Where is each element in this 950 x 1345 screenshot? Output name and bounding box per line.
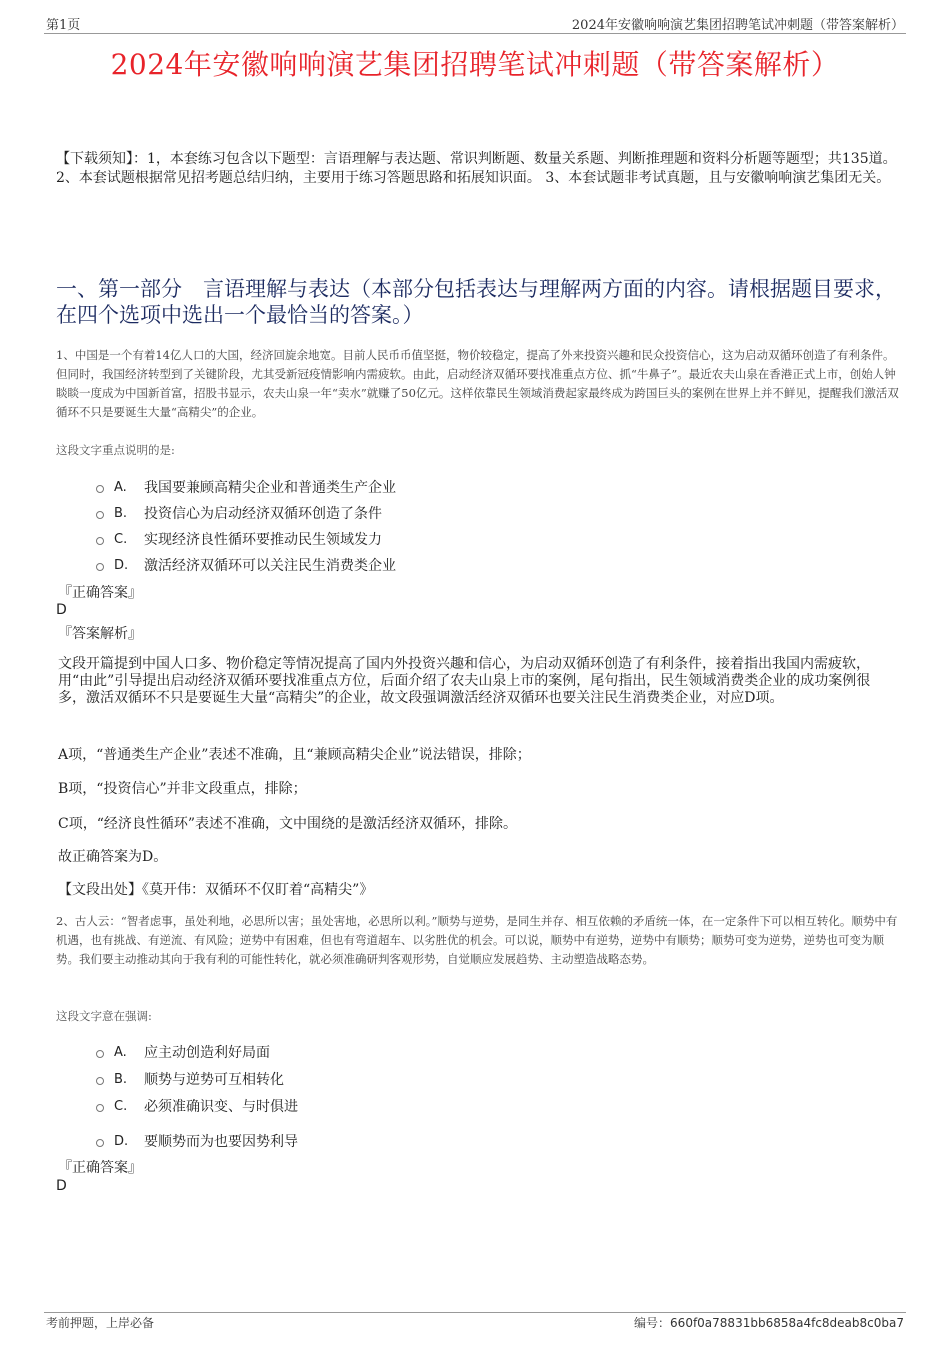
q2-option-d[interactable] <box>96 1131 298 1151</box>
q2-option-b[interactable] <box>96 1069 284 1089</box>
q1-option-b-analysis: B项，“投资信心”并非文段重点，排除； <box>58 781 307 797</box>
radio-icon[interactable] <box>96 511 104 519</box>
document-title: 2024年安徽响响演艺集团招聘笔试冲刺题（带答案解析） <box>110 48 840 81</box>
download-notice: 【下载须知】：1，本套练习包含以下题型：言语理解与表达题、常识判断题、数量关系题、判断推理题和资料分析题等题型；共135道。 2、本套试题根据常见招考题总结归纳，主要用于练习答题思路和拓展知识面。 3、本套试题非考试真题，且与安徽响响演艺集团无关。 <box>56 151 897 186</box>
document-code <box>634 1314 904 1331</box>
page-number: 第1页 <box>46 18 81 33</box>
q1-conclusion: 故正确答案为D。 <box>58 849 168 865</box>
section-heading: 一、第一部分 言语理解与表达（本部分包括表达与理解两方面的内容。请根据题目要求，在四个选项中选出一个最恰当的答案。） <box>56 277 896 327</box>
radio-icon[interactable] <box>96 1139 104 1147</box>
q2-option-a[interactable] <box>96 1042 270 1062</box>
footer-slogan: 考前押题，上岸必备 <box>46 1316 155 1330</box>
q1-answer: D <box>56 602 67 618</box>
code-label: 编号： <box>634 1316 671 1330</box>
question-2-prompt: 这段文字意在强调: <box>56 1009 152 1023</box>
running-header: 2024年安徽响响演艺集团招聘笔试冲刺题（带答案解析） <box>571 18 904 33</box>
question-1-text: 1、中国是一个有着14亿人口的大国，经济回旋余地宽。目前人民币币值坚挺，物价较稳定，提高了外来投资兴趣和民众投资信心，这为启动双循环创造了有利条件。但同时，我国经济转型到了关键阶段，尤其受新冠疫情影响内需疲软。由此，启动经济双循环要找准重点方位、抓“牛鼻子”。最近农夫山泉在香港正式上市，创始人钟睒睒一度成为中国新首富，招股书显示，农夫山泉一年“卖水”就赚了50亿元。这样依靠民生领域消费起家最终成为跨国巨头的案例在世界上并不鲜见，提醒我们激活双循环不只是要诞生大量“高精尖”的企业。 <box>56 348 899 419</box>
option-letter: B. <box>114 1071 128 1087</box>
q1-answer-label: 『正确答案』 <box>58 585 142 601</box>
q1-option-a-analysis: A项，“普通类生产企业”表述不准确，且“兼顾高精尖企业”说法错误，排除； <box>58 747 531 763</box>
option-letter: A. <box>114 479 127 495</box>
q1-option-a[interactable] <box>96 477 396 497</box>
q1-option-b[interactable] <box>96 503 382 523</box>
header-divider <box>44 33 906 34</box>
q2-option-c[interactable] <box>96 1096 298 1116</box>
q1-source: 【文段出处】《莫开伟：双循环不仅盯着“高精尖”》 <box>58 882 374 898</box>
radio-icon[interactable] <box>96 1077 104 1085</box>
q1-option-c[interactable] <box>96 529 382 549</box>
option-text: 顺势与逆势可互相转化 <box>144 1072 284 1088</box>
option-letter: C. <box>114 1098 128 1114</box>
radio-icon[interactable] <box>96 1104 104 1112</box>
option-text: 必须准确识变、与时俱进 <box>144 1099 298 1115</box>
question-1-prompt: 这段文字重点说明的是: <box>56 443 175 457</box>
radio-icon[interactable] <box>96 485 104 493</box>
q2-answer-label: 『正确答案』 <box>58 1160 142 1176</box>
option-letter: A. <box>114 1044 127 1060</box>
radio-icon[interactable] <box>96 537 104 545</box>
option-text: 投资信心为启动经济双循环创造了条件 <box>144 506 382 522</box>
q1-analysis-label: 『答案解析』 <box>58 626 142 642</box>
option-text: 实现经济良性循环要推动民生领域发力 <box>144 532 382 548</box>
option-text: 要顺势而为也要因势利导 <box>144 1134 298 1150</box>
option-text: 应主动创造利好局面 <box>144 1045 270 1061</box>
code-value: 660f0a78831bb6858a4fc8deab8c0ba7 <box>670 1316 904 1330</box>
q1-option-c-analysis: C项，“经济良性循环”表述不准确，文中围绕的是激活经济双循环，排除。 <box>58 816 518 832</box>
q1-option-d[interactable] <box>96 555 396 575</box>
radio-icon[interactable] <box>96 1050 104 1058</box>
option-text: 激活经济双循环可以关注民生消费类企业 <box>144 558 396 574</box>
q1-analysis: 文段开篇提到中国人口多、物价稳定等情况提高了国内外投资兴趣和信心，为启动双循环创造了有利条件，接着指出我国内需疲软，用“由此”引导提出启动经济双循环要找准重点方位，后面介绍了农夫山泉上市的案例，尾句指出，民生领域消费类企业的成功案例很多，激活双循环不只是要诞生大量“高精尖”的企业，故文段强调激活经济双循环也要关注民生消费类企业，对应D项。 <box>58 656 871 706</box>
option-text: 我国要兼顾高精尖企业和普通类生产企业 <box>144 480 396 496</box>
option-letter: C. <box>114 531 128 547</box>
option-letter: B. <box>114 505 128 521</box>
q2-answer: D <box>56 1178 67 1194</box>
footer-divider <box>44 1312 906 1313</box>
option-letter: D. <box>114 557 129 573</box>
question-2-text: 2、古人云：“智者虑事，虽处利地，必思所以害；虽处害地，必思所以利。”顺势与逆势，是同生并存、相互依赖的矛盾统一体，在一定条件下可以相互转化。顺势中有机遇，也有挑战、有逆流、有风险；逆势中有困难，但也有弯道超车、以劣胜优的机会。可以说，顺势中有逆势，逆势中有顺势；顺势可变为逆势，逆势也可变为顺势。我们要主动推动其向于我有利的可能性转化，就必须准确研判客观形势，自觉顺应发展趋势、主动塑造战略态势。 <box>56 914 898 966</box>
radio-icon[interactable] <box>96 563 104 571</box>
option-letter: D. <box>114 1133 129 1149</box>
